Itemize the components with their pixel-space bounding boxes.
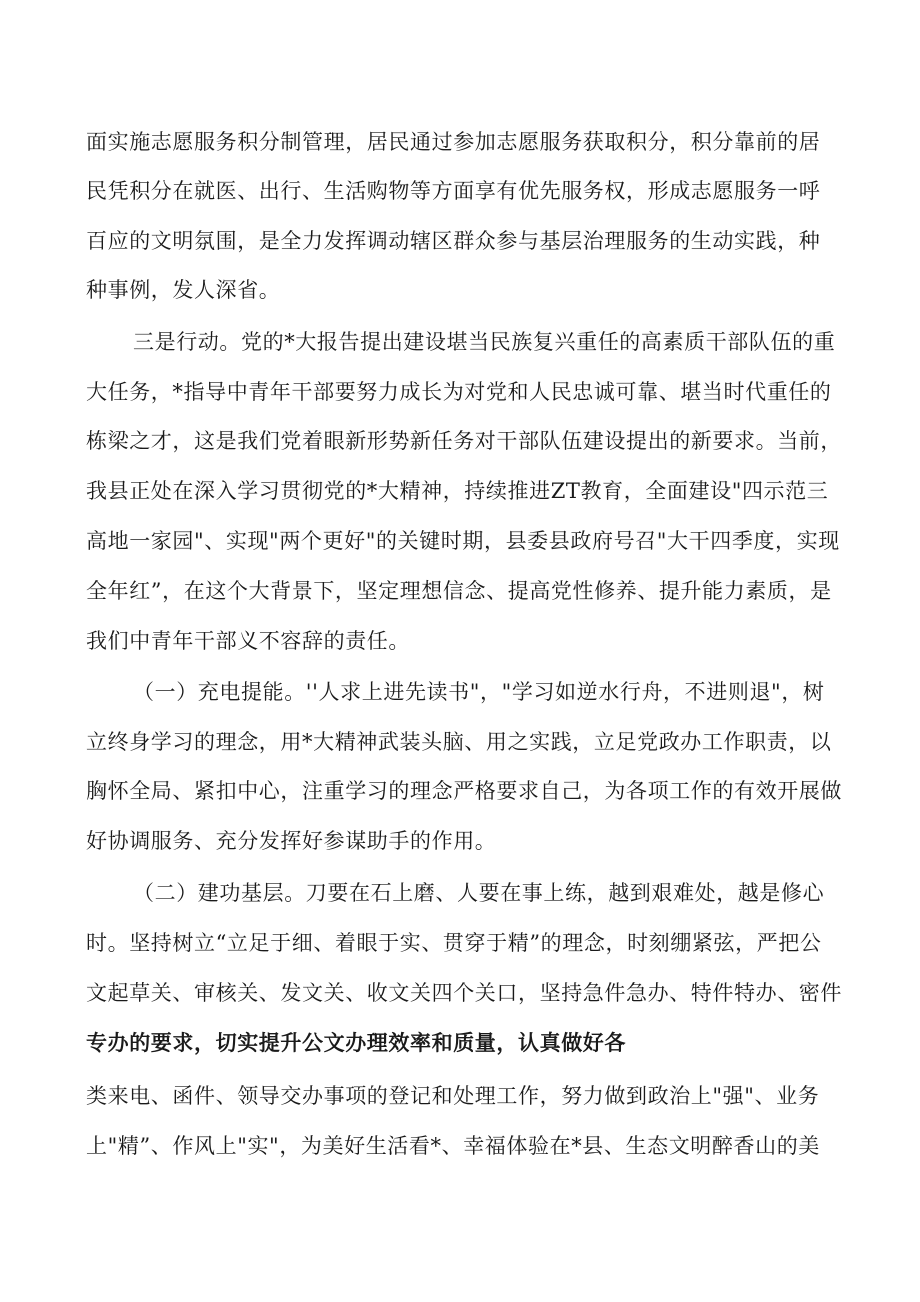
- text-line: 好协调服务、充分发挥好参谋助手的作用。: [86, 829, 497, 853]
- text-line: 胸怀全局、紧扣中心，注重学习的理念严格要求自己，为各项工作的有效开展做: [86, 779, 842, 803]
- text-line: 三是行动。党的*大报告提出建设堪当民族复兴重任的高素质干部队伍的重: [133, 330, 836, 354]
- text-line: （二）建功基层。刀要在石上磨、人要在事上练，越到艰难处，越是修心: [133, 881, 825, 905]
- text-line: 面实施志愿服务积分制管理，居民通过参加志愿服务获取积分，积分靠前的居: [86, 130, 821, 154]
- text-line: 栋梁之才，这是我们党着眼新形势新任务对干部队伍建设提出的新要求。当前，: [86, 429, 842, 453]
- text-line: 类来电、函件、领导交办事项的登记和处理工作，努力做到政治上"强"、业务: [86, 1084, 820, 1108]
- text-line: 民凭积分在就医、出行、生活购物等方面享有优先服务权，形成志愿服务一呼: [86, 179, 821, 203]
- text-line: 时。坚持树立“立足于细、着眼于实、贯穿于精”的理念，时刻绷紧弦，严把公: [86, 931, 822, 955]
- text-line: 立终身学习的理念，用*大精神武装头脑、用之实践，立足党政办工作职责，以: [86, 730, 832, 754]
- text-line: 专办的要求，切实提升公文办理效率和质量，认真做好各: [86, 1030, 626, 1055]
- text-line: 百应的文明氛围，是全力发挥调动辖区群众参与基层治理服务的生动实践，种: [86, 229, 821, 253]
- text-line: 上"精”、作风上"实"，为美好生活看*、幸福体验在*县、生态文明醉香山的美: [86, 1134, 820, 1158]
- text-line: 大任务，*指导中青年干部要努力成长为对党和人民忠诚可靠、堪当时代重任的: [86, 380, 832, 404]
- text-line: 我们中青年干部义不容辞的责任。: [86, 629, 410, 653]
- text-line: 种事例，发人深省。: [86, 278, 281, 302]
- text-line: 全年红”，在这个大背景下，坚定理想信念、提高党性修养、提升能力素质，是: [86, 579, 832, 603]
- text-line: 高地一家园"、实现"两个更好"的关键时期，县委县政府号召"大干四季度，实现: [86, 529, 840, 553]
- text-line: 我县正处在深入学习贯彻党的*大精神，持续推进ZT教育，全面建设"四示范三: [86, 479, 829, 503]
- text-line: 文起草关、审核关、发文关、收文关四个关口，坚持急件急办、特件特办、密件: [86, 981, 842, 1005]
- text-line: （一）充电提能。''人求上进先读书"，"学习如逆水行舟，不进则退"，树: [133, 680, 825, 704]
